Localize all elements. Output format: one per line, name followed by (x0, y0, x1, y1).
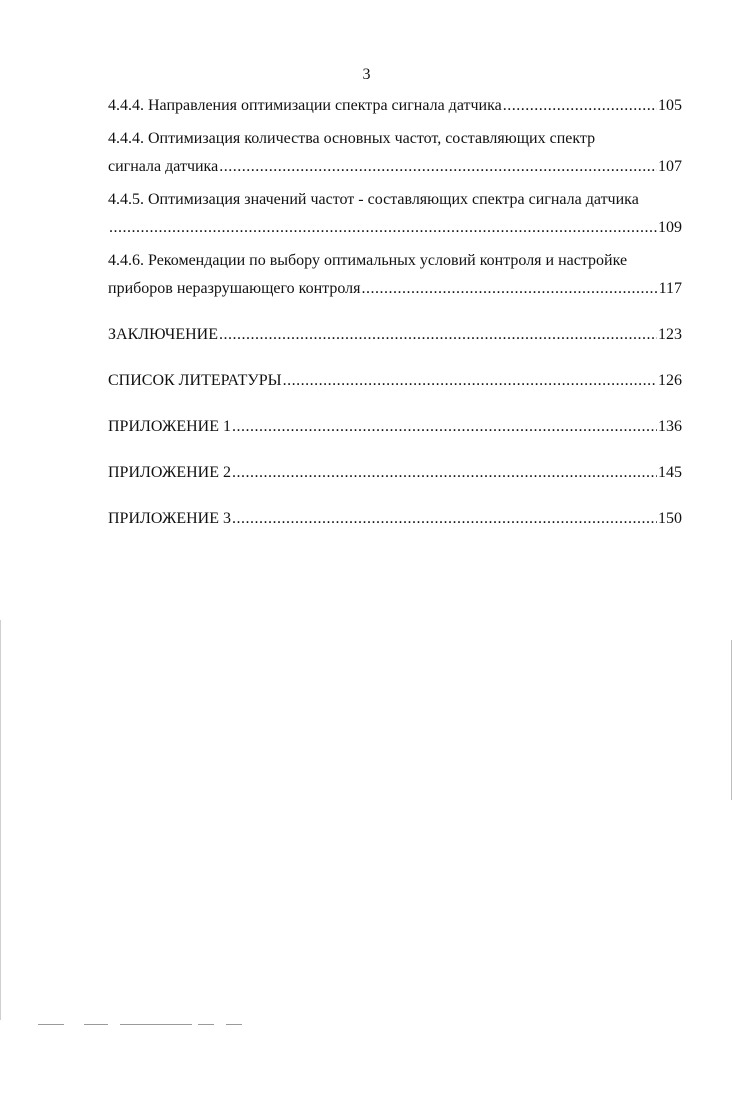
toc-entry-page: 126 (658, 372, 682, 389)
toc-entry-title: ПРИЛОЖЕНИЕ 3 (108, 510, 232, 527)
dot-leader (219, 153, 657, 181)
toc-entry-title: ЗАКЛЮЧЕНИЕ (108, 326, 218, 343)
toc-entry-title: 4.4.4. Направления оптимизации спектра сигнала датчика (108, 97, 502, 114)
page-number: 3 (362, 66, 371, 83)
dot-leader (232, 505, 657, 533)
toc-entry-4-4-5-frequency-values[interactable] (108, 186, 682, 242)
dot-leader (219, 321, 657, 349)
scan-mark (84, 1024, 108, 1025)
toc-entry-appendix-2[interactable] (108, 459, 682, 487)
dot-leader (232, 413, 657, 441)
toc-entry-page: 105 (658, 97, 682, 114)
dot-leader (232, 459, 657, 487)
toc-entry-title: СПИСОК ЛИТЕРАТУРЫ (108, 372, 282, 389)
toc-entry-page: 107 (658, 158, 682, 175)
toc-entry-page: 123 (658, 326, 682, 343)
scan-mark (120, 1024, 192, 1025)
toc-entry-4-4-4-directions[interactable] (108, 92, 682, 120)
toc-entry-4-4-4-frequency-count[interactable] (108, 125, 682, 181)
dot-leader (283, 367, 657, 395)
toc-entry-title-line1: 4.4.4. Оптимизация количества основных частот, составляющих спектр (108, 130, 596, 147)
toc-entry-title-line1: 4.4.6. Рекомендации по выбору оптимальных условий контроля и настройке (108, 252, 628, 269)
toc-entry-4-4-6-recommendations[interactable] (108, 247, 682, 303)
toc-entry-page: 150 (658, 510, 682, 527)
toc-entry-page: 117 (658, 280, 682, 297)
scan-mark (198, 1024, 214, 1025)
scan-edge-left (0, 620, 1, 1020)
toc-entry-page: 136 (658, 418, 682, 435)
toc-entry-conclusion[interactable] (108, 321, 682, 349)
toc-entry-appendix-3[interactable] (108, 505, 682, 533)
dot-leader (503, 92, 657, 120)
scan-mark (38, 1024, 64, 1025)
toc-entry-appendix-1[interactable] (108, 413, 682, 441)
table-of-contents (108, 92, 682, 538)
toc-entry-page: 109 (658, 219, 682, 236)
scan-mark (226, 1024, 242, 1025)
toc-entry-title-line2: приборов неразрушающего контроля (108, 280, 361, 297)
dot-leader (109, 214, 657, 242)
toc-entry-title: ПРИЛОЖЕНИЕ 2 (108, 464, 232, 481)
toc-entry-title: ПРИЛОЖЕНИЕ 1 (108, 418, 232, 435)
toc-entry-references[interactable] (108, 367, 682, 395)
toc-entry-page: 145 (658, 464, 682, 481)
toc-entry-title-line1: 4.4.5. Оптимизация значений частот - составляющих спектра сигнала датчика (108, 191, 639, 208)
toc-entry-title-line2: сигнала датчика (108, 158, 219, 175)
scan-edge-right (731, 640, 732, 800)
dot-leader (362, 275, 658, 303)
